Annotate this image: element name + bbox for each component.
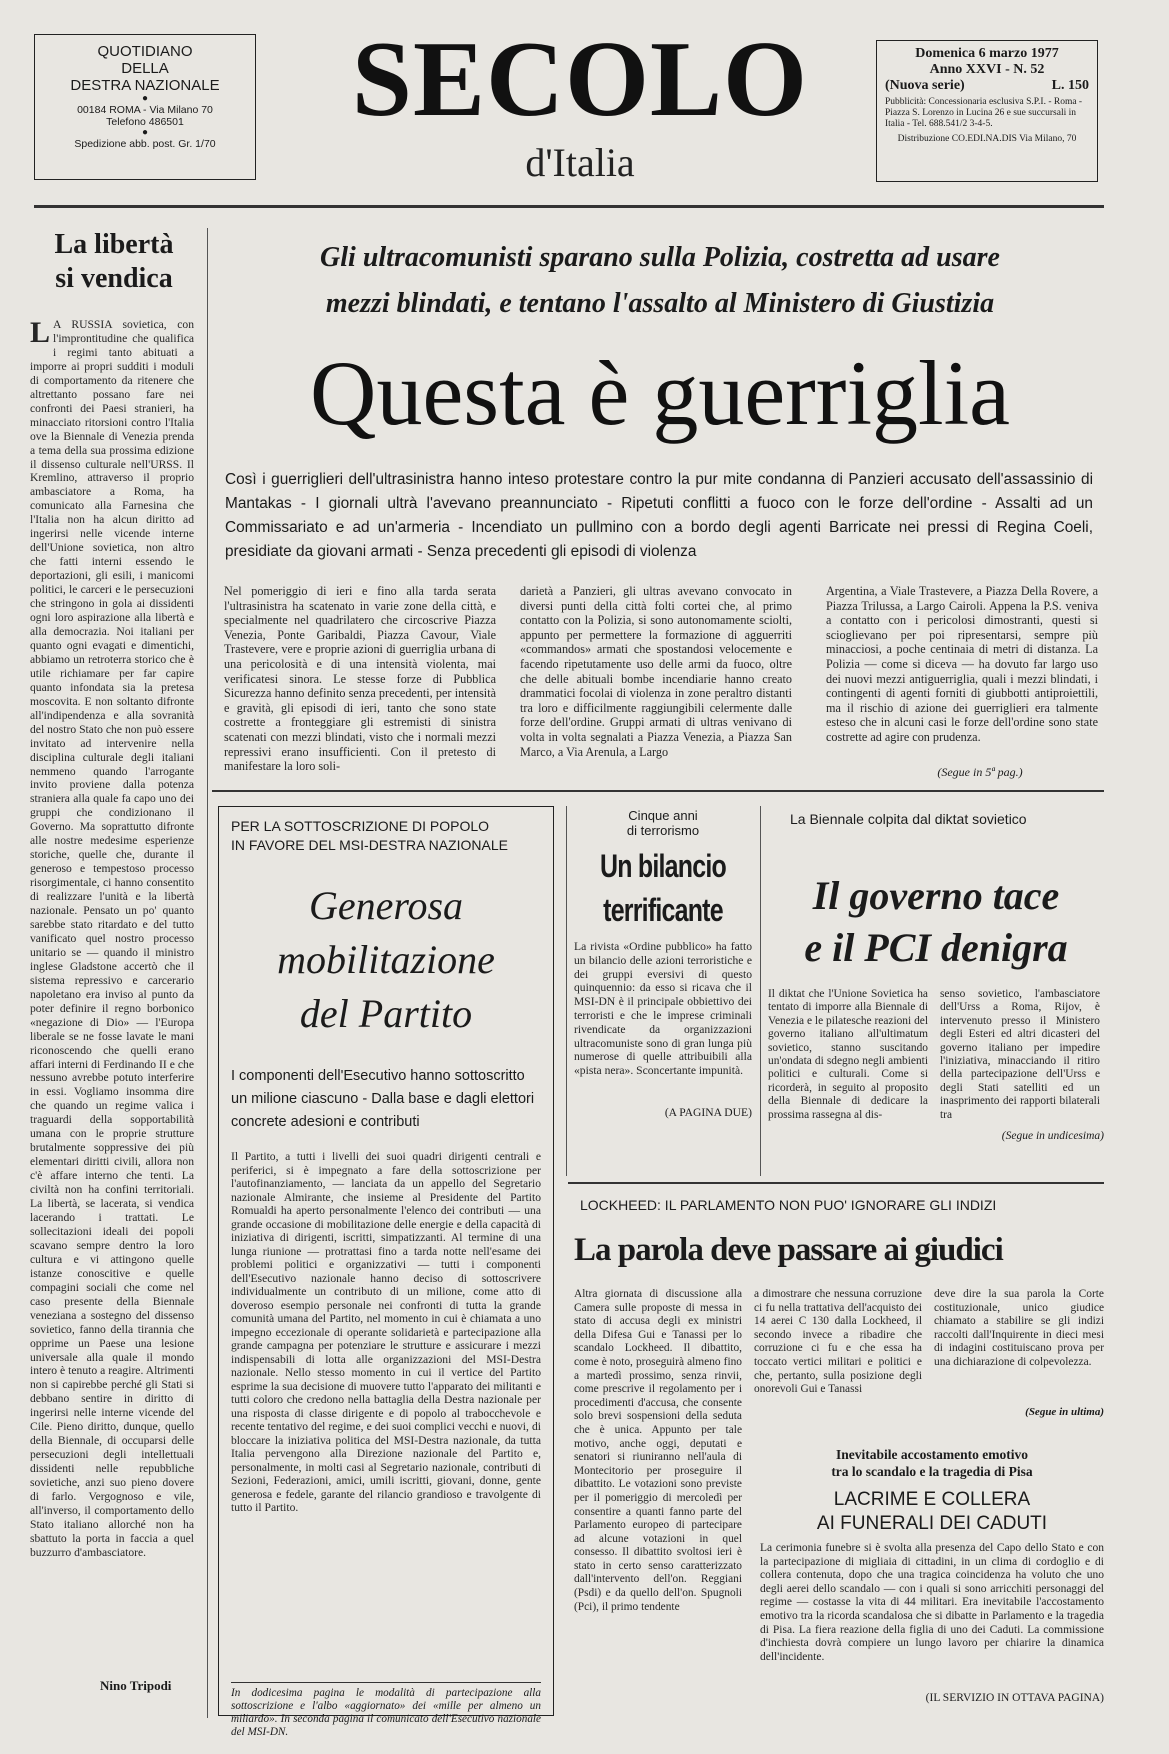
lead-column-2: darietà a Panzieri, gli ultras avevano convocato in diversi punti della città folti cortei che, al primo contatto con la Polizia, si sono autonomamente sciolti, appunto per permettere la formazione di agguerriti «commandos» armati che spostandosi velocemente e facendo ripetutamente uso delle armi da fuoco, oltre che delle abituali bombe incendiarie hanno creato drammatici focolai di violenza in zone peraltro distanti tra loro e difficilmente raggiungibili celermente dalle forze dell'ordine. Gruppi armati di ultras venivano di volta in volta segnalati a Piazza Venezia, a Piazza San Marco, a Via Arenula, a Largo [520, 584, 792, 759]
pisa-kicker [760, 1446, 1104, 1480]
terrorism-ref: (A PAGINA DUE) [664, 1106, 752, 1119]
editorial-title [34, 228, 194, 296]
masthead-phone: Telefono 486501 [106, 116, 184, 128]
masthead-info-box [34, 34, 256, 180]
pisa-headline [760, 1488, 1104, 1536]
issue-price: L. 150 [1051, 78, 1089, 93]
terrorism-headline-line-1: Un bilancio [600, 848, 726, 884]
pisa-kicker-line-2: tra lo scandalo e la tragedia di Pisa [831, 1464, 1033, 1479]
masthead-tagline-3: DESTRA NAZIONALE [70, 77, 220, 94]
subscription-deck: I componenti dell'Esecutivo hanno sottoscritto un milione ciascuno - Dalla base e dagli elettori concrete adesioni e contributi [231, 1068, 535, 1130]
subscription-headline-line-2: mobilitazione [277, 937, 495, 982]
pisa-headline-line-2: AI FUNERALI DEI CADUTI [816, 1513, 1048, 1534]
pisa-ref: (IL SERVIZIO IN OTTAVA PAGINA) [925, 1692, 1104, 1704]
section-divider [212, 790, 1104, 792]
lead-headline: Questa è guerriglia [310, 342, 1010, 444]
lead-kicker [210, 235, 1110, 327]
biennale-headline-line-1: Il governo tace [812, 873, 1060, 918]
subscription-footnote: In dodicesima pagina le modalità di partecipazione alla sottoscrizione e l'albo «aggiornato» dei «mille per almeno un miliardo». In seconda pagina il comunicato dell'Esecutivo nazionale del MSI-DN. [231, 1682, 541, 1739]
issue-number: Anno XXVI - N. 52 [929, 62, 1045, 77]
masthead-address: 00184 ROMA - Via Milano 70 [77, 104, 213, 116]
terrorism-box [574, 808, 752, 1173]
lockheed-column-2: a dimostrare che nessuna corruzione ci fu nella trattativa dell'acquisto dei 14 aerei C 130 dalla Lockheed, il secondo invece a ribadire che corruzione ci fu e che essa ha toccato vertici militari e politici e che, pertanto, sulla posizione degli onorevoli Gui e Tanassi [754, 1288, 922, 1396]
subscription-headline-line-3: del Partito [299, 991, 473, 1036]
pisa-body: La cerimonia funebre si è svolta alla presenza del Capo dello Stato e con la partecipazione di migliaia di cittadini, in un clima di cordoglio e di collera contenuta, dopo che una tragica coincidenza ha voluto che uno degli aerei dello scandalo — con i quali si sono arricchiti personaggi del regime — costasse la vita di 44 militari. Era inevitabile l'accostamento emotivo tra la ricorda scandalosa che si dibatte in Parlamento e la tragedia di Pisa. La fiera reazione della figlia di uno dei Caduti. La commissione d'inchiesta dovrà compiere un lungo lavoro per chiarire la dinamica dell'incidente. [760, 1542, 1104, 1663]
biennale-column-1: Il diktat che l'Unione Sovietica ha tentato di imporre alla Biennale di Venezia e le pilatesche reazioni del governo italiano all'ultimatum sovietico, stanno suscitando un'ondata di sdegno negli ambienti politici e culturali. Come si ricorderà, in seguito al proposito della Biennale di dedicare la prossima rassegna al dis- [768, 988, 928, 1121]
terrorism-kicker [574, 808, 752, 838]
pisa-headline-line-1: LACRIME E COLLERA [833, 1489, 1031, 1510]
biennale-headline [768, 870, 1104, 974]
subscription-header-line-1: PER LA SOTTOSCRIZIONE DI POPOLO [231, 818, 490, 834]
lead-deck: Così i guerriglieri dell'ultrasinistra hanno inteso protestare contro la pur mite condanna di Panzieri accusato dell'assassinio di Mantakas - I giornali ultrà l'avevano preannunciato - Ripetuti conflitti a fuoco con le forze dell'ordine - Assalti ad un Commissariato e ad un'armeria - Incendiato un pullmino con a bordo degli agenti Barricate nei pressi di Regina Coeli, presidiate da giovani armati - Senza precedenti gli episodi di violenza [225, 471, 1093, 560]
section-divider [568, 1182, 1104, 1184]
subscription-headline-line-1: Generosa [308, 883, 464, 928]
terrorism-body: La rivista «Ordine pubblico» ha fatto un bilancio delle azioni terroristiche e dei gruppi eversivi di questo quinquennio: da esso si ricava che il MSI-DN è il principale obbiettivo dei terroristi e che le imprese criminali rivendicate da organizzazioni ultracomuniste sono di gran lunga più numerose di quelle attribuibili alla «pista nera». Sconcertante impunità. [574, 940, 752, 1078]
lockheed-continued: (Segue in ultima) [1025, 1406, 1104, 1418]
pisa-kicker-line-1: Inevitabile accostamento emotivo [836, 1447, 1028, 1462]
terrorism-headline [594, 844, 733, 932]
lead-kicker-line-2: mezzi blindati, e tentano l'assalto al Ministero di Giustizia [325, 288, 995, 319]
column-divider [207, 228, 208, 1718]
subscription-body: Il Partito, a tutti i livelli dei suoi quadri dirigenti centrali e periferici, si è impegnato a fare della sottoscrizione per l'autofinanziamento, — lanciata da un appello del Segretario nazionale Almirante, che insieme al Presidente del Partito Romualdi ha aperto personalmente l'elenco dei contributi — una grande occasione di mobilitazione delle energie e della capacità di iniziativa di dirigenti, iscritti, simpatizzanti. Al termine di una lunga riunione — protrattasi fino a tarda notte nell'esame dei problemi politici e organizzativi — tutti i componenti dell'Esecutivo nazionale hanno deciso di sottoscrivere individualmente un contributo di un milione, come atto di doveroso esempio personale nei confronti di tutta la grande comunità umana del Partito, nel momento in cui è chiamata a uno impegno eccezionale di operante solidarietà e partecipazione alla grande campagna per potenziare le strutture e assicurare i mezzi indispensabili di lotta alle organizzazioni del MSI-Destra nazionale. Nello stesso momento in cui il vertice del Partito esprime la sua decisione di muovere tutto l'apparato dei militanti e tutti coloro che credono nella battaglia della Destra nazionale per una risposta di classe dirigente e di popolo al trabocchevole e recente tentativo del regime, e dei suoi complici vecchi e nuovi, di bloccare la iniziativa politica del MSI-Destra nazionale, da tutta Italia pervengono alla Direzione nazionale del Partito e, personalmente, in molti casi al Segretario nazionale, contributi di Sezioni, Federazioni, amici, umili iscritti, giovani, donne, gente generosa e fedele, garante del rilancio grandioso e travolgente di tutto il Partito. [231, 1150, 541, 1514]
masthead-shipping: Spedizione abb. post. Gr. 1/70 [74, 138, 216, 150]
bullet-icon: ● [141, 93, 149, 104]
lead-continued: (Segue in 5ª pag.) [937, 765, 1023, 779]
editorial-title-line-1: La libertà [54, 229, 174, 260]
issue-series: (Nuova serie) [885, 78, 965, 93]
biennale-box [768, 810, 1104, 1170]
newspaper-title: SECOLO [351, 20, 809, 139]
terrorism-kicker-line-1: Cinque anni [628, 808, 698, 823]
lead-column-1: Nel pomeriggio di ieri e fino alla tarda serata l'ultrasinistra ha scatenato in varie zone della città, e specialmente nel quadrilatero che circoscrive Piazza Venezia, Ponte Garibaldi, Piazza Cavour, Viale Trastevere, vere e proprie azioni di guerriglia urbana di una pericolosità e di una intensità violenta, mai verificatesi sinora. Le stesse forze di Pubblica Sicurezza hanno definito senza precedenti, per intensità e gravità, gli episodi di ieri, tanto che sono state costrette a fronteggiare gli estremisti di sinistra scatenati con mezzi blindati, visto che i normali mezzi repressivi erano insufficienti. Con il pretesto di manifestare la loro soli- [224, 584, 496, 774]
subscription-headline [219, 879, 553, 1041]
masthead-tagline-2: DELLA [121, 60, 169, 77]
lockheed-column-1: Altra giornata di discussione alla Camera sulle proposte di messa in stato di accusa degli ex ministri della Difesa Gui e Tanassi per lo scandalo Lockheed. Il dibattito, come è noto, proseguirà almeno fino a martedì prossimo, senza rinvii, come prescrive il regolamento per i procedimenti d'accusa, che consente solo brevi sospensioni della seduta che è unica. Appunto per tale motivo, anche oggi, deputati e senatori si riuniranno nell'aula di Montecitorio per proseguire il dibattito. Le votazioni sono previste per il pomeriggio di mercoledì per consentire a quanti fanno parte del Parlamento europeo di partecipare ad alcune votazioni in quel consesso. Il dibattito svoltosi ieri è stato in certo senso caratterizzato dall'intervento dell'on. Reggiani (Psdi) e da quello dell'on. Spugnoli (Pci), il primo tendente [574, 1288, 742, 1613]
subscription-header [231, 817, 541, 855]
terrorism-headline-line-2: terrificante [603, 892, 723, 928]
editorial-text: A RUSSIA sovietica, con l'improntitudine che qualifica i regimi tanto abituati a imporre ai propri sudditi i moduli di comportamento da ritenere che altrettanto possano fare nei confronti dei Paesi stranieri, ha minacciato ritorsioni contro l'Italia ove la Biennale di Venezia prenda a tema della sua prossima edizione il dissenso culturale nell'URSS. Il Kremlino, attraverso il proprio ambasciatore a Roma, ha comunicato alla Farnesina che l'Italia non ha alcun diritto ad ingerirsi nelle vicende interne dell'Unione sovietica, non altro che fatti interni essendo le deportazioni, gli esili, i manicomi politici, le carceri e le persecuzioni che stringono in gola ai dissidenti ogni loro aspirazione alla libertà e alla democrazia. Noi italiani per quanto ogni evagati e dimentichi, abbiamo un retroterra storico che è utile richiamare per far capire quanto infondata sia la pretesa moscovita. E non soltanto difronte all'indipendenza e alla sovranità del nostro Stato che non può essere invitato ad intervenire nella disciplina culturale degli italiani nemmeno quando l'arrogante invito proviene dalla potenza straniera alla quale fa capo uno dei gruppi che condizionano il Governo. Ma soprattutto difronte alle nostre medesime esperienze storiche, quelle che, durante il generoso e tempestoso processo risorgimentale, ci hanno consentito di realizzare l'unità e la libertà nazionale. Pensato un po' quanto sarebbe stato ritardato e del tutto vanificato quel nostro processo unitario se — quando il ministro inglese Gladstone accertò che il sistema repressivo e carcerario napoletano era inviso al punto da poter definire il regno borbonico «negazione di Dio» — l'Europa liberale se ne fosse lavate le mani riconoscendo che quelli erano affari interni di Ferdinando II e che nessuno avrebbe potuto interferire in essi. Vogliamo insomma dire che quando un regime valica i traguardi della sopportabilità umana con le proprie strutture brutalmente soppressive dei più elementari diritti civili, allora non c'è affare interno che tenti. La civiltà non ha confini territoriali. La libertà, se lacerata, si vendica lacerando i trattati. Le sollecitazioni ideali dei popoli scavano sempre dentro la loro cultura e vi attingono quelle istanze conoscitive e quelle compagini sociali che come nel caso presente della Biennale veneziana a sostegno del dissenso sovietico, fanno della tirannia che opprime un Paese una lesione universale alla quale il mondo intero è tenuto a reagire. Altrimenti non si capirebbe perché gli Stati si debbano sentire in diritto di ingerirsi nelle interne vicende del Cile. Pieno diritto, dunque, quello della Biennale, di occuparsi delle persecuzioni degli intellettuali dissidenti nelle repubbliche sovietiche, anzi suo pieno dovere di farlo. Vergognoso e vile, all'inverso, il comportamento dello Stato italiano allorché non ha sbattuto la porta in faccia a quel buzzurro d'ambasciatore. [30, 318, 194, 1559]
column-divider [760, 806, 761, 1176]
lead-column-3: Argentina, a Viale Trastevere, a Piazza Della Rovere, a Piazza Trilussa, a Largo Cairoli. Appena la P.S. veniva a contatto con i pericolosi dimostranti, questi si scioglievano per poi ripresentarsi, sempre più minacciosi, a poche centinaia di metri di distanza. La Polizia — come si diceva — ha dovuto far largo uso dei nuovi mezzi antiguerriglia, quali i mezzi blindati, i contingenti di agenti forniti di giubbotti antiproiettili, ma il rischio di azione dei guerriglieri era talmente esteso che in alcuni casi le forze dell'ordine sono state costrette ad agire con prudenza. [826, 584, 1098, 744]
bullet-icon: ● [141, 127, 149, 138]
issue-date: Domenica 6 marzo 1977 [915, 46, 1059, 61]
subscription-header-line-2: IN FAVORE DEL MSI-DESTRA NAZIONALE [231, 837, 508, 853]
masthead-date-box [876, 40, 1098, 182]
masthead-tagline-1: QUOTIDIANO [97, 43, 193, 60]
distribution-info: Distribuzione CO.EDI.NA.DIS Via Milano, 70 [897, 134, 1077, 144]
pisa-box [760, 1446, 1104, 1720]
lead-kicker-line-1: Gli ultracomunisti sparano sulla Polizia, costretta ad usare [320, 242, 1000, 273]
advertising-info: Pubblicità: Concessionaria esclusiva S.P.I. - Roma - Piazza S. Lorenzo in Lucina 26 e sue succursali in Italia - Tel. 688.541/2 3-4-5. [885, 97, 1083, 129]
newspaper-subtitle: d'Italia [525, 140, 635, 185]
lockheed-column-3: deve dire la sua parola la Corte costituzionale, unico giudice chiamato a stabilire se gli indizi raccolti dall'Inquirente in dieci mesi di indagini costituiscano prova per una dichiarazione di colpevolezza. [934, 1288, 1104, 1368]
lockheed-kicker: LOCKHEED: IL PARLAMENTO NON PUO' IGNORARE GLI INDIZI [580, 1197, 997, 1213]
biennale-kicker: La Biennale colpita dal diktat sovietico [790, 811, 1027, 827]
lockheed-headline: La parola deve passare ai giudici [574, 1232, 1003, 1268]
masthead-divider [34, 205, 1104, 208]
subscription-box [218, 806, 554, 1738]
editorial-author: Nino Tripodi [100, 1678, 172, 1693]
biennale-continued: (Segue in undicesima) [1001, 1130, 1104, 1142]
terrorism-kicker-line-2: di terrorismo [626, 823, 700, 838]
editorial-body [30, 318, 194, 1673]
biennale-column-2: senso sovietico, l'ambasciatore dell'Urss a Roma, Rijov, è intervenuto presso il Ministero degli Esteri ed altri dicasteri del governo italiano per impedire l'iniziativa, minacciando il ritiro della partecipazione dell'Urss e degli Stati satelliti ed un inasprimento dei rapporti bilaterali tra [940, 988, 1100, 1121]
editorial-title-line-2: si vendica [55, 263, 173, 294]
biennale-headline-line-2: e il PCI denigra [804, 925, 1068, 970]
column-divider [566, 806, 567, 1176]
editorial-dropcap: L [30, 316, 51, 349]
